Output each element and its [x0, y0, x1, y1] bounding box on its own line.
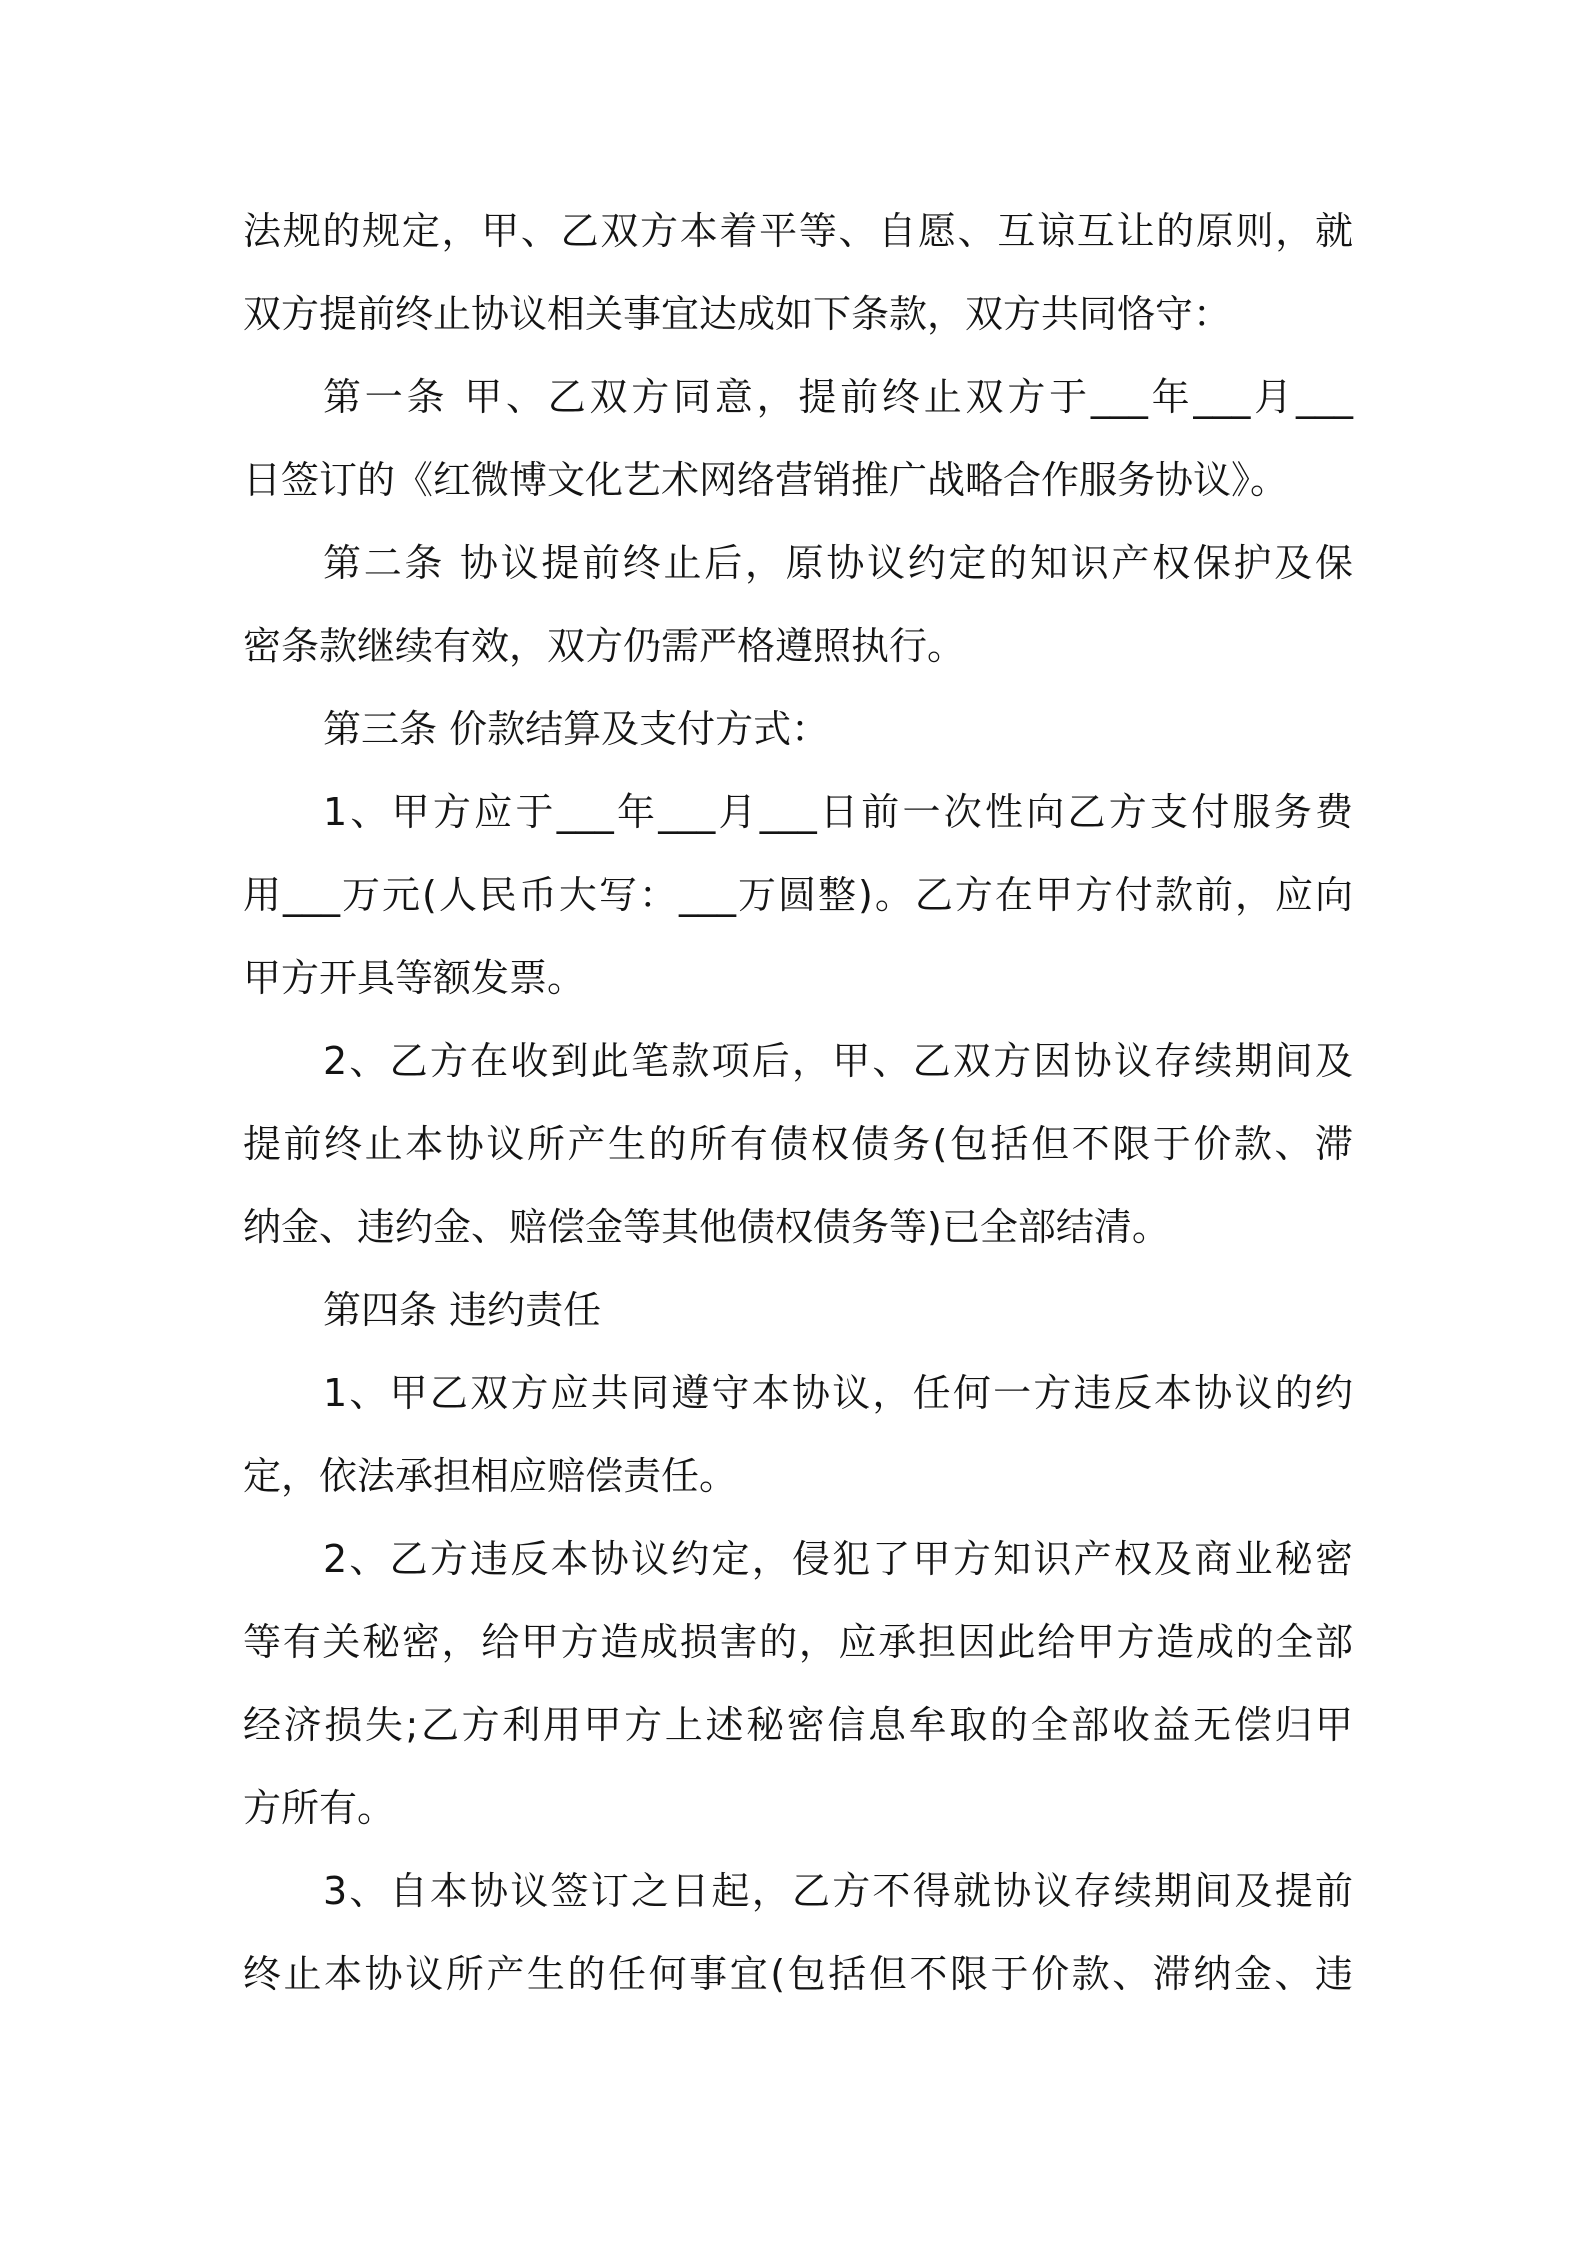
article-3-item-1-line: 1、甲方应于___年___月___日前一次性向乙方支付服务费: [323, 790, 1353, 834]
article-4-item-2-line: 2、乙方违反本协议约定，侵犯了甲方知识产权及商业秘密: [323, 1537, 1353, 1581]
text-line: 双方提前终止协议相关事宜达成如下条款，双方共同恪守：: [243, 292, 1232, 336]
article-1-line: 第一条 甲、乙双方同意，提前终止双方于___年___月___: [323, 375, 1353, 419]
text-line: 等有关秘密，给甲方造成损害的，应承担因此给甲方造成的全部: [243, 1620, 1353, 1664]
article-3-item-2-line: 2、乙方在收到此笔款项后，甲、乙双方因协议存续期间及: [323, 1039, 1353, 1083]
text-line: 甲方开具等额发票。: [243, 956, 586, 1000]
text-line: 提前终止本协议所产生的所有债权债务(包括但不限于价款、滞: [243, 1122, 1353, 1166]
text-line: 经济损失;乙方利用甲方上述秘密信息牟取的全部收益无偿归甲: [243, 1703, 1353, 1747]
article-2-line: 第二条 协议提前终止后，原协议约定的知识产权保护及保: [323, 541, 1353, 585]
article-4-item-1-line: 1、甲乙双方应共同遵守本协议，任何一方违反本协议的约: [323, 1371, 1353, 1415]
text-line: 用___万元(人民币大写：___万圆整)。乙方在甲方付款前，应向: [243, 873, 1353, 917]
article-3-heading: 第三条 价款结算及支付方式：: [323, 707, 830, 751]
text-line: 法规的规定，甲、乙双方本着平等、自愿、互谅互让的原则，就: [243, 209, 1353, 253]
article-4-item-3-line: 3、自本协议签订之日起，乙方不得就协议存续期间及提前: [323, 1869, 1353, 1913]
text-line: 方所有。: [243, 1786, 396, 1830]
text-line: 密条款继续有效，双方仍需严格遵照执行。: [243, 624, 966, 668]
text-line: 纳金、违约金、赔偿金等其他债权债务等)已全部结清。: [243, 1205, 1170, 1249]
text-line: 定，依法承担相应赔偿责任。: [243, 1454, 738, 1498]
text-line: 终止本协议所产生的任何事宜(包括但不限于价款、滞纳金、违: [243, 1952, 1353, 1996]
agreement-body-text: [243, 190, 1353, 2016]
text-line: 日签订的《红微博文化艺术网络营销推广战略合作服务协议》。: [243, 458, 1289, 502]
article-4-heading: 第四条 违约责任: [323, 1288, 602, 1332]
